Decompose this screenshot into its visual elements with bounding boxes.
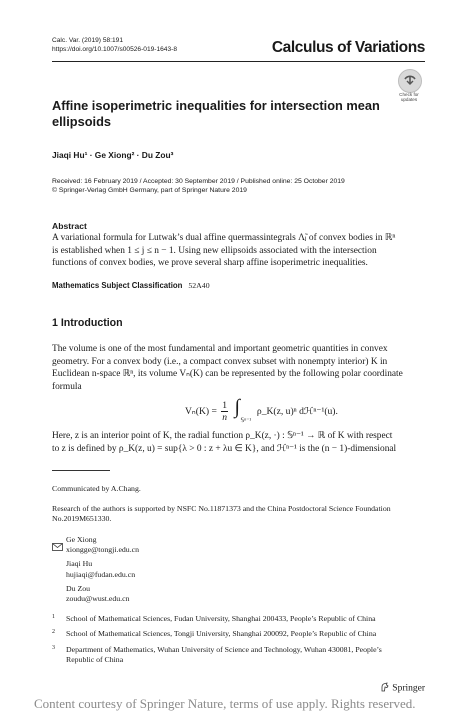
intro-paragraph-1: [52, 343, 425, 393]
funding-line-1: Research of the authors is supported by NSFC No.11871373 and the China Postdoctoral Science Foundation: [52, 504, 391, 513]
integral-sign: [233, 398, 255, 424]
section-heading-introduction: 1 Introduction: [52, 317, 123, 329]
equation-lhs: Vₙ(K) =: [185, 405, 217, 417]
abstract-line-3: functions of convex bodies, we prove several sharp affine isoperimetric inequalities.: [52, 258, 368, 269]
contact-name: Du Zou: [66, 583, 91, 593]
author-list: Jiaqi Hu¹ · Ge Xiong² · Du Zou³: [52, 150, 174, 160]
contact-entry: [66, 559, 139, 579]
affiliation-text-line-1: Department of Mathematics, Wuhan University of Science and Technology, Wuhan 430081, People’s: [66, 644, 382, 654]
integral-domain: 𝕊ⁿ⁻¹: [240, 418, 252, 424]
intro-paragraph-2: [52, 430, 425, 455]
intro-line-3: Euclidean n-space ℝⁿ, its volume Vₙ(K) can be represented by the following polar coordinate: [52, 369, 403, 380]
title-line-2: ellipsoids: [52, 113, 112, 129]
publication-dates: Received: 16 February 2019 / Accepted: 30 September 2019 / Published online: 25 October 2019: [52, 178, 345, 185]
title-line-1: Affine isoperimetric inequalities for intersection mean: [52, 98, 380, 113]
check-for-updates-badge[interactable]: [393, 69, 425, 101]
equation-fraction: [221, 400, 228, 423]
abstract-line-2: is established when 1 ≤ j ≤ n − 1. Using new ellipsoids associated with the intersection: [52, 245, 377, 256]
springer-horse-icon: [380, 682, 390, 695]
msc-value: 52A40: [188, 281, 210, 290]
contact-entry: [66, 535, 139, 555]
affiliation-number: 2: [52, 629, 55, 636]
integral-symbol-icon: ∫: [234, 396, 240, 418]
badge-text-2: updates: [400, 97, 418, 102]
contact-email[interactable]: xiongge@tongji.edu.cn: [66, 545, 140, 555]
affiliation-text: School of Mathematical Sciences, Tongji University, Shanghai 200092, People’s Republic of China: [66, 629, 377, 639]
intro-line-4: formula: [52, 381, 82, 392]
equation-rhs: ρ_K(z, u)ⁿ dℋⁿ⁻¹(u).: [256, 405, 338, 417]
intro-p2-line-2: to z is defined by ρ_K(z, u) = sup{λ > 0 : z + λu ∈ K}, and ℋⁿ⁻¹ is the (n − 1)-dimensional: [52, 443, 397, 454]
copyright-notice: © Springer-Verlag GmbH Germany, part of Springer Nature 2019: [52, 187, 247, 194]
springer-logo: [380, 682, 425, 695]
funding-line-2: No.2019M651330.: [52, 514, 112, 524]
badge-text-1: Check for: [399, 92, 419, 97]
affiliation-number: 1: [52, 614, 55, 620]
journal-reference: Calc. Var. (2019) 58:191: [52, 37, 123, 44]
footnote-rule: [52, 470, 110, 471]
msc-label: Mathematics Subject Classification: [52, 281, 183, 290]
contact-list: [66, 535, 139, 604]
affiliation-text-line-2: Republic of China: [66, 655, 124, 665]
msc-line: [52, 281, 210, 290]
funding-note: [52, 504, 391, 525]
affiliation-item: [52, 645, 425, 666]
article-title: [52, 98, 380, 129]
courtesy-footer: Content courtesy of Springer Nature, terms of use apply. Rights reserved.: [34, 696, 416, 711]
contact-email[interactable]: zoudu@wust.edu.cn: [66, 594, 130, 604]
update-badge-icon: [398, 69, 422, 93]
envelope-icon: [52, 538, 63, 556]
affiliation-text: School of Mathematical Sciences, Fudan University, Shanghai 200433, People’s Republic of China: [66, 614, 376, 623]
contact-email[interactable]: hujiaqi@fudan.edu.cn: [66, 569, 136, 579]
affiliation-item: [52, 614, 425, 624]
abstract-heading: Abstract: [52, 221, 87, 231]
contact-entry: [66, 584, 139, 604]
header-rule: [52, 61, 425, 62]
affiliation-number: 3: [52, 644, 55, 651]
affiliations: [52, 614, 425, 666]
volume-equation: [185, 398, 338, 424]
doi-link[interactable]: https://doi.org/10.1007/s00526-019-1643-8: [52, 46, 178, 53]
communicated-by: Communicated by A.Chang.: [52, 484, 141, 493]
intro-p2-line-1: Here, z is an interior point of K, the radial function ρ_K(z, ·) : 𝕊ⁿ⁻¹ → ℝ of K with respect: [52, 431, 393, 441]
intro-line-1: The volume is one of the most fundamental and important geometric quantities in convex: [52, 344, 388, 354]
springer-wordmark: Springer: [392, 683, 425, 694]
fraction-denominator: n: [222, 411, 228, 423]
contact-name: Ge Xiong: [66, 535, 97, 544]
abstract-body: [52, 232, 425, 270]
contact-name: Jiaqi Hu: [66, 559, 93, 569]
journal-name: Calculus of Variations: [271, 39, 425, 56]
affiliation-item: [52, 629, 425, 639]
fraction-numerator: 1: [222, 399, 228, 411]
abstract-line-1: A variational formula for Lutwak’s dual affine quermassintegrals Λ̃ⱼ of convex bodies in ℝⁿ: [52, 233, 396, 243]
intro-line-2: geometry. For a convex body (i.e., a compact convex subset with nonempty interior) K in: [52, 356, 388, 367]
